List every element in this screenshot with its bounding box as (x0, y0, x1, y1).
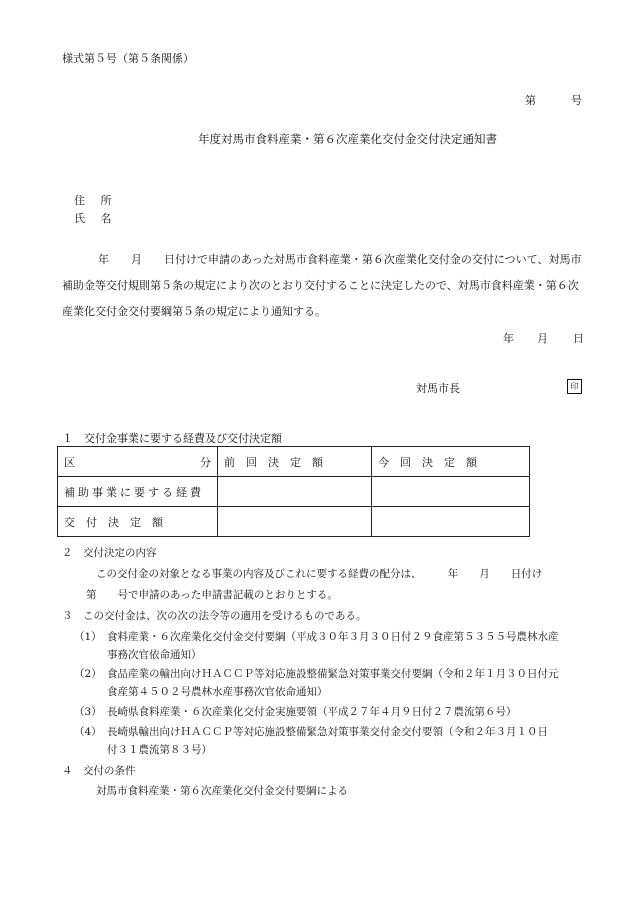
date-year: 年 (503, 332, 514, 345)
section2-line2: 第 号で申請のあった申請書記載のとおりとする。 (86, 589, 338, 601)
law-item-line2: 事務次官依命通知） (107, 649, 202, 661)
name-label: 氏 名 (74, 212, 118, 225)
law-item-number: （4） (74, 726, 102, 738)
law-item-line1: 食料産業・６次産業化交付金交付要綱（平成３０年３月３０日付２９食産第５３５５号農林水産 (107, 631, 559, 643)
section3-heading: ３ この交付金は、次の次の法令等の適用を受けるものである。 (62, 610, 367, 622)
table-row (58, 507, 530, 537)
header-category (58, 447, 218, 477)
doc-number-go: 号 (571, 94, 582, 107)
law-item-number: （2） (74, 668, 102, 680)
issuer-title: 対馬市長 (416, 382, 460, 395)
row-curr-value (372, 477, 530, 507)
date-day: 日 (573, 332, 584, 345)
header-previous-amount: 前 回 決 定 額 (218, 447, 372, 477)
section4-text: 対馬市食料産業・第６次産業化交付金交付要綱による (96, 785, 348, 797)
law-item-line2: 食産第４５０２号農林水産事務次官依命通知） (107, 686, 328, 698)
body-paragraph: 年 月 日付けで申請のあった対馬市食料産業・第６次産業化交付金の交付について、対馬市補助金等交付規則第５条の規定により次のとおり交付することに決定したので、対馬市食料産業・第６次産業化交付金交付要綱第５条の規定により通知する。 (62, 253, 582, 318)
law-item-line1: 長崎県食料産業・６次産業化交付金実施要領（平成２７年４月９日付２７農流第６号） (107, 706, 517, 718)
row-label-decision-amount: 交 付 決 定 額 (58, 507, 218, 537)
law-item-number: （3） (74, 706, 102, 718)
table-header-row (58, 447, 530, 477)
row-curr-value (372, 507, 530, 537)
document-title: 年度対馬市食料産業・第６次産業化交付金交付決定通知書 (198, 132, 497, 146)
section2-line1: この交付金の対象となる事業の内容及びこれに要する経費の配分は、 年 月 日付け (96, 568, 543, 580)
section1-heading: １ 交付金事業に要する経費及び交付決定額 (62, 432, 282, 445)
row-prev-value (218, 477, 372, 507)
law-item-line2: 付３１農流第８３号） (107, 744, 212, 756)
date-month: 月 (537, 332, 548, 345)
header-category-right: 分 (200, 455, 211, 469)
section2-heading: ２ 交付決定の内容 (62, 547, 157, 559)
cost-table (57, 446, 530, 537)
law-item-line1: 長崎県輸出向けＨＡＣＣＰ等対応施設整備緊急対策事業交付金交付要領（令和２年３月１０日 (107, 726, 548, 738)
law-item-number: （1） (74, 631, 102, 643)
address-label: 住 所 (74, 194, 118, 207)
law-item-line1: 食品産業の輸出向けＨＡＣＣＰ等対応施設整備緊急対策事業交付要綱（令和２年１月３０日付元 (107, 668, 559, 680)
row-prev-value (218, 507, 372, 537)
table-row (58, 477, 530, 507)
seal-mark: 印 (567, 379, 582, 394)
header-category-left: 区 (64, 455, 75, 469)
section4-heading: ４ 交付の条件 (62, 765, 136, 777)
row-label-subsidy-cost: 補助事業に要する経費 (58, 477, 218, 507)
form-label: 様式第５号（第５条関係） (62, 52, 194, 65)
doc-number-dai: 第 (525, 94, 536, 107)
header-current-amount: 今 回 決 定 額 (372, 447, 530, 477)
